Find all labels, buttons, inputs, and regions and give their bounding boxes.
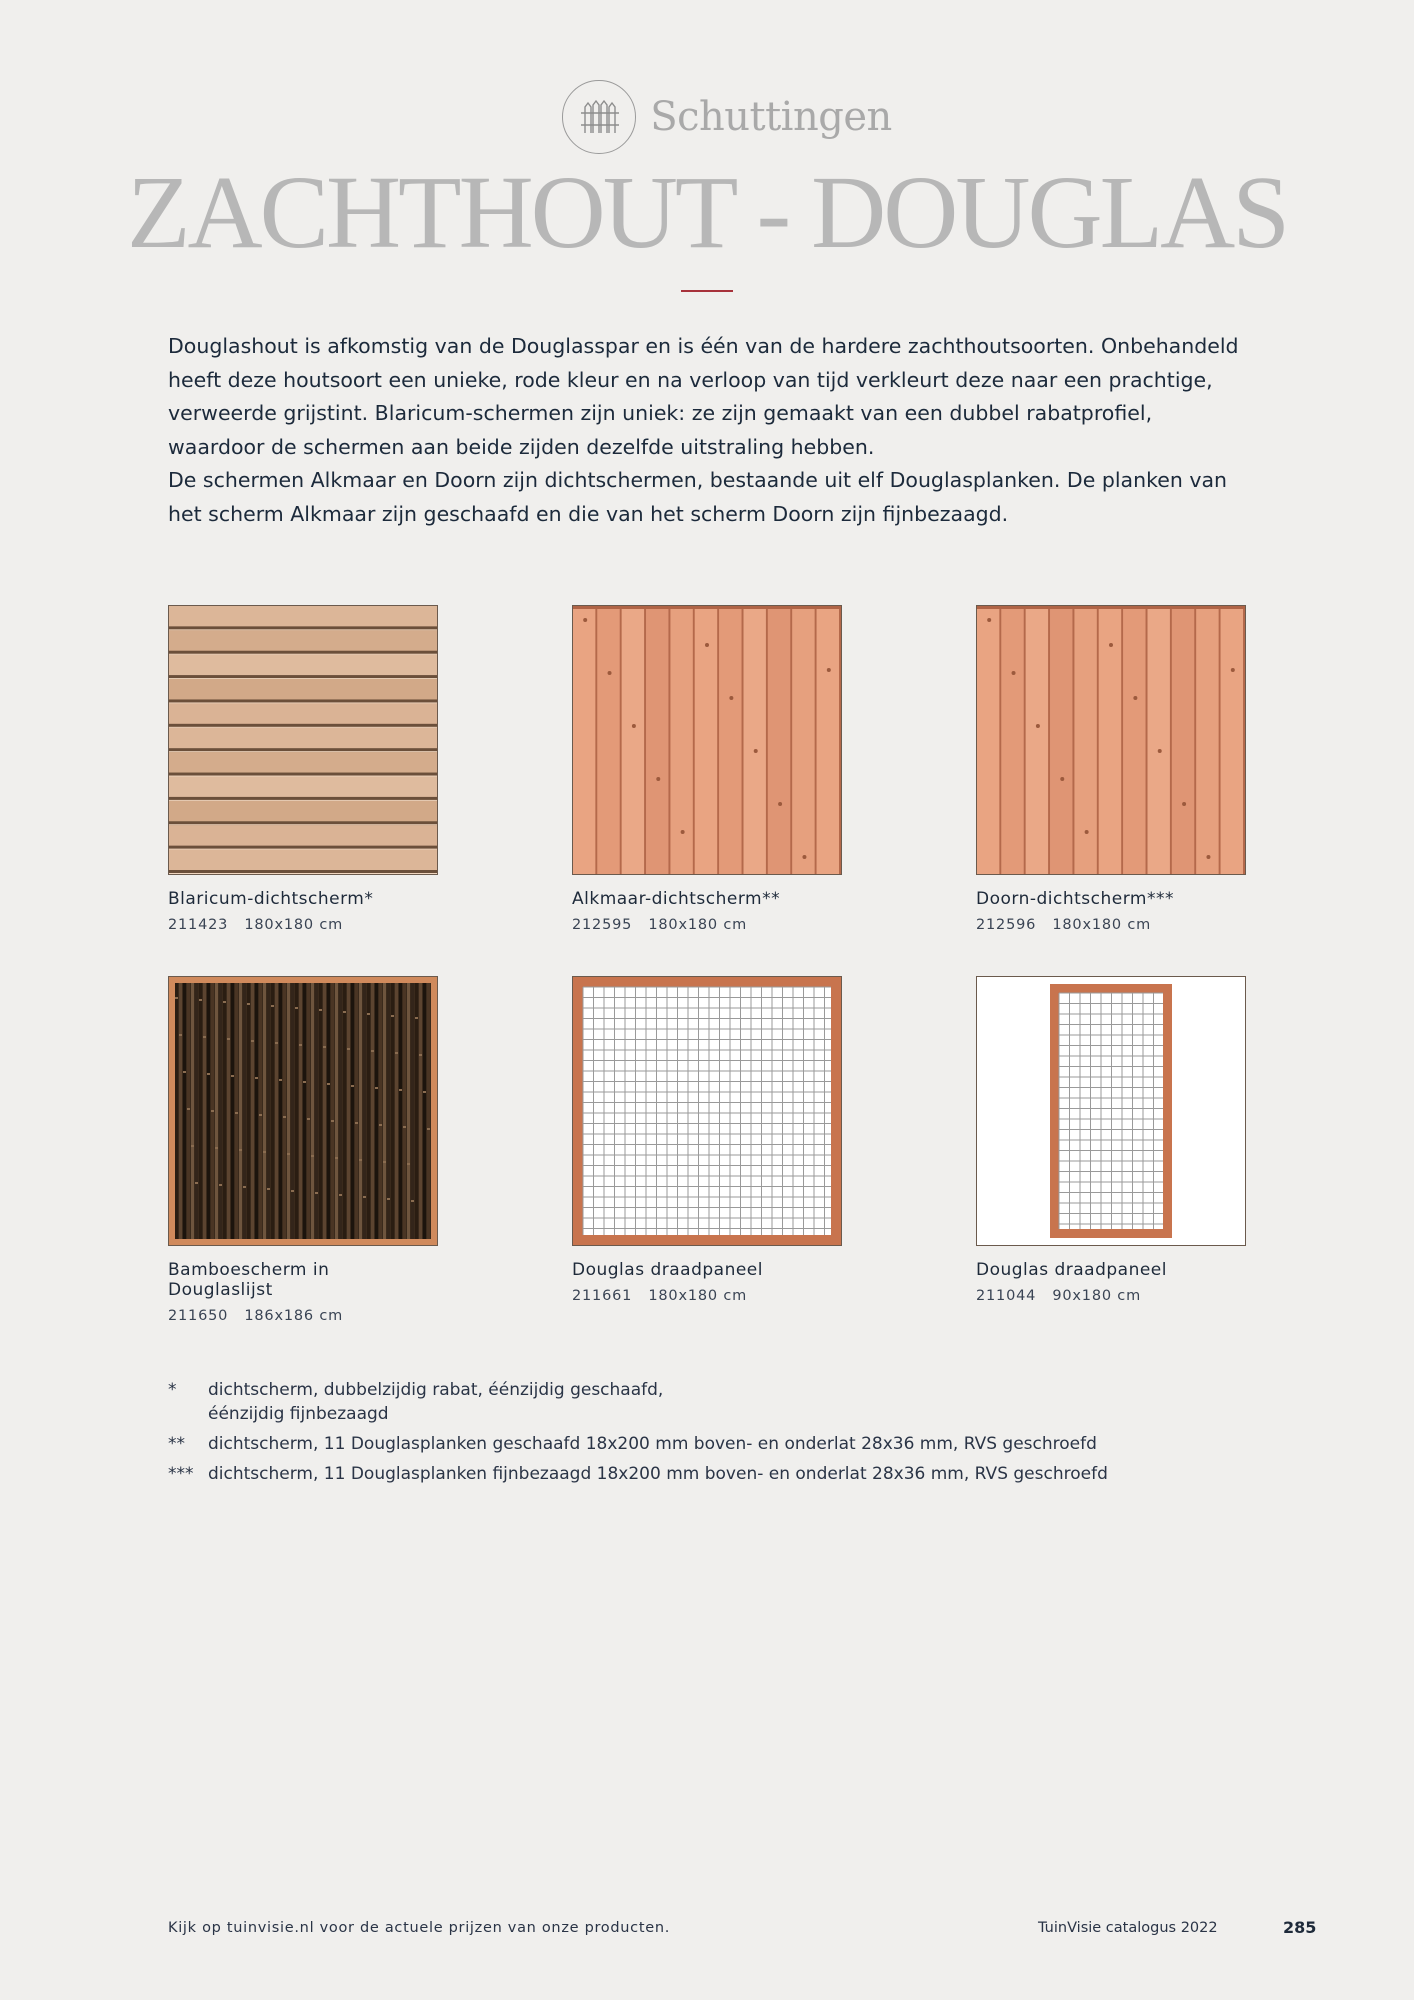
product-card (168, 605, 438, 933)
product-card (572, 605, 842, 933)
footnote-text: dichtscherm, 11 Douglasplanken fijnbezaagd 18x200 mm boven- en onderlat 28x36 mm, RVS geschroefd (208, 1464, 1108, 1484)
product-image-blaricum (168, 605, 438, 875)
product-card (168, 976, 438, 1324)
intro-paragraph-1: Douglashout is afkomstig van de Douglasspar en is één van de hardere zachthoutsoorten. Onbehandeld heeft deze houtsoort een unieke, rode kleur en na verloop van tijd verkleurt deze naar een prachtige, verweerde grijstint. Blaricum-schermen zijn uniek: ze zijn gemaakt van een dubbel rabatprofiel, waardoor de schermen aan beide zijden dezelfde uitstraling hebben. (168, 334, 1239, 459)
footnote-mark: *** (168, 1464, 194, 1484)
product-code-size: 212595 180x180 cm (572, 917, 748, 933)
product-code-size: 211661 180x180 cm (572, 1288, 748, 1304)
product-card (976, 605, 1246, 933)
product-code-size: 212596 180x180 cm (976, 917, 1152, 933)
footer-note: Kijk op tuinvisie.nl voor de actuele prijzen van onze producten. (168, 1920, 671, 1936)
page-number: 285 (1283, 1918, 1317, 1937)
footnote (168, 1462, 1168, 1486)
product-name: Blaricum-dichtscherm* (168, 889, 374, 909)
product-image-doorn (976, 605, 1246, 875)
product-name: Douglas draadpaneel (572, 1260, 763, 1280)
footnote (168, 1378, 1168, 1426)
footnotes (168, 1378, 1168, 1492)
product-code-size: 211650 186x186 cm (168, 1308, 344, 1324)
product-card (976, 976, 1246, 1304)
page-header (0, 80, 1414, 292)
fence-icon (562, 80, 636, 154)
section-heading (40, 80, 1414, 154)
product-image-wire-panel-narrow (976, 976, 1246, 1246)
product-card (572, 976, 842, 1304)
product-name: Doorn-dichtscherm*** (976, 889, 1174, 909)
section-title: Schuttingen (650, 94, 892, 140)
footnote-mark: * (168, 1380, 177, 1400)
intro-text (168, 330, 1246, 531)
product-image-bamboo (168, 976, 438, 1246)
footnote-mark: ** (168, 1434, 185, 1454)
page-title: ZACHTHOUT - DOUGLAS (126, 155, 1288, 270)
product-image-wire-panel-square (572, 976, 842, 1246)
product-name: Bamboescherm in Douglaslijst (168, 1260, 330, 1300)
footnote-text: dichtscherm, dubbelzijdig rabat, éénzijdig geschaafd, (208, 1380, 664, 1400)
footnote-text: dichtscherm, 11 Douglasplanken geschaafd 18x200 mm boven- en onderlat 28x36 mm, RVS geschroefd (208, 1434, 1097, 1454)
footnote (168, 1432, 1168, 1456)
product-code-size: 211044 90x180 cm (976, 1288, 1141, 1304)
title-divider (681, 290, 733, 292)
product-name: Alkmaar-dichtscherm** (572, 889, 781, 909)
intro-paragraph-2: De schermen Alkmaar en Doorn zijn dichtschermen, bestaande uit elf Douglasplanken. De planken van het scherm Alkmaar zijn geschaafd en die van het scherm Doorn zijn fijnbezaagd. (168, 468, 1228, 526)
product-name: Douglas draadpaneel (976, 1260, 1167, 1280)
product-code-size: 211423 180x180 cm (168, 917, 344, 933)
footnote-text: éénzijdig fijnbezaagd (208, 1404, 389, 1424)
product-image-alkmaar (572, 605, 842, 875)
catalog-name: TuinVisie catalogus 2022 (1038, 1920, 1218, 1936)
